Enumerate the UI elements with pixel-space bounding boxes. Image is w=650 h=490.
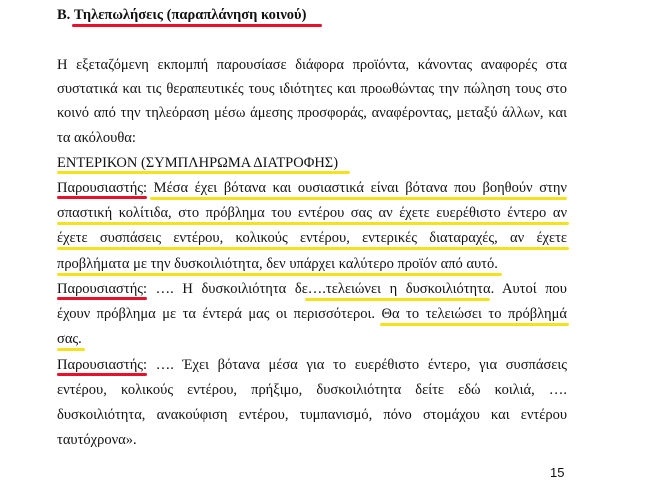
- yellow-underline: [57, 348, 85, 351]
- intro-line: Η εξεταζόμενη εκπομπή παρουσίασε διάφορα προϊόντα, κάνοντας αναφορές στα: [57, 57, 567, 73]
- red-underline: [57, 297, 147, 300]
- red-underline: [72, 24, 322, 27]
- yellow-underline: [57, 273, 502, 276]
- dialogue-line: έχουν πρόβλημα με τα έντερά μας οι περισσότεροι. Θα το τελειώσει το πρόβλημά: [57, 306, 567, 322]
- yellow-underline: [57, 222, 569, 225]
- yellow-underline: [57, 171, 350, 174]
- section-heading: [57, 6, 567, 24]
- dialogue-line: ταυτόχρονα».: [57, 432, 137, 448]
- dialogue-line: [57, 280, 567, 298]
- dialogue-line: σας.: [57, 331, 82, 347]
- intro-line: συστατικά και τις θεραπευτικές τους ιδιότητες και προωθώντας την πώληση τους στο: [57, 81, 567, 97]
- yellow-underline: [380, 323, 569, 326]
- speaker-label: Παρουσιαστής: [57, 180, 144, 196]
- red-underline: [57, 373, 147, 376]
- speech-text: : …. Η δυσκοιλιότητα δε….τελειώνει η δυσκοιλιότητα. Αυτοί που: [143, 281, 567, 297]
- intro-line: τα ακόλουθα:: [57, 130, 136, 146]
- speech-text: : …. Έχει βότανα μέσα για το ευερέθιστο έντερο, για συσπάσεις: [143, 357, 567, 373]
- heading-title: Τηλεπωλήσεις (παραπλάνηση κοινού): [73, 7, 307, 23]
- yellow-underline: [305, 298, 490, 301]
- speech-text: : Μέσα έχει βότανα και ουσιαστικά είναι βότανα που βοηθούν στην: [143, 180, 567, 196]
- dialogue-line: [57, 179, 567, 197]
- red-underline: [57, 196, 147, 199]
- product-title: ΕΝΤΕΡΙΚΟΝ (ΣΥΜΠΛΗΡΩΜΑ ΔΙΑΤΡΟΦΗΣ): [57, 155, 339, 171]
- dialogue-line: [57, 356, 567, 374]
- dialogue-line: σπαστική κολίτιδα, στο πρόβλημα του εντέρου σας αν έχετε ευερέθιστο έντερο αν: [57, 205, 567, 221]
- intro-line: κοινό από την τηλεόραση μέσω άμεσης προσφοράς, αναφέροντας, μεταξύ άλλων, και: [57, 105, 567, 121]
- speaker-label: Παρουσιαστής: [57, 357, 144, 373]
- dialogue-line: έχετε συσπάσεις εντέρου, κολικούς εντέρου, εντερικές διαταραχές, αν έχετε: [57, 230, 567, 246]
- yellow-underline: [57, 247, 569, 250]
- yellow-underline: [150, 197, 567, 200]
- speaker-label: Παρουσιαστής: [57, 281, 144, 297]
- dialogue-line: προβλήματα με την δυσκοιλιότητα, δεν υπάρχει καλύτερο προϊόν από αυτό.: [57, 256, 498, 272]
- page-number: 15: [550, 465, 565, 480]
- dialogue-line: εντέρου, κολικούς εντέρου, πρήξιμο, δυσκοιλιότητα δείτε εδώ κοιλιά, ….: [57, 382, 567, 398]
- dialogue-line: δυσκοιλιότητα, ανακούφιση εντέρου, τυμπανισμό, πόνο στομάχου και εντέρου: [57, 407, 567, 423]
- heading-prefix: B.: [57, 7, 74, 23]
